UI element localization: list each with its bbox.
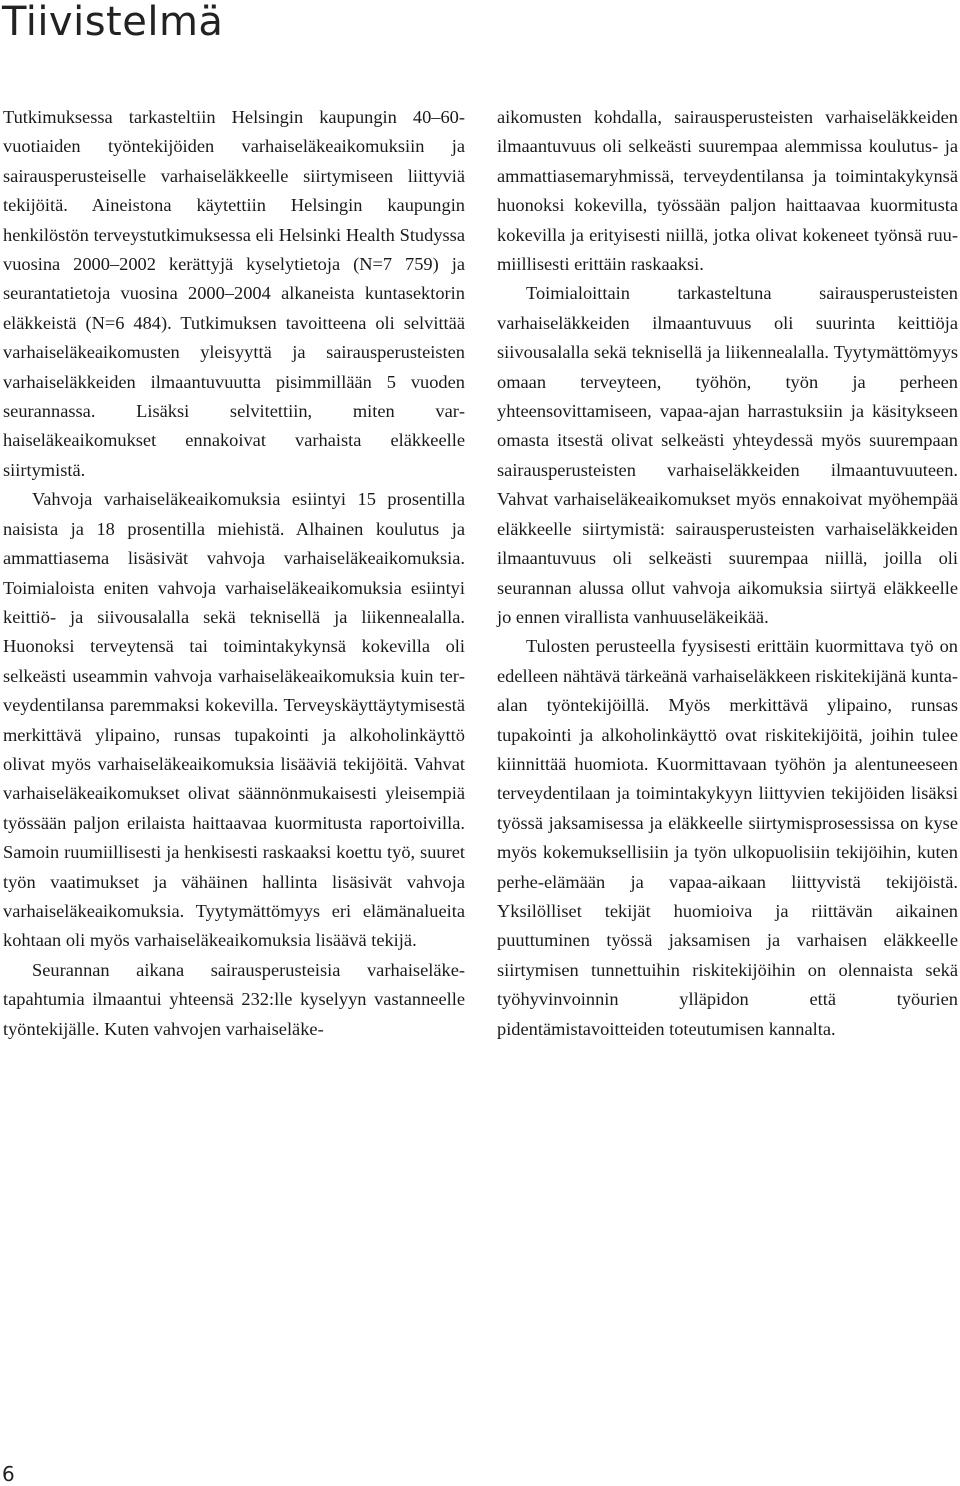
paragraph: Tutkimuksessa tarkasteltiin Helsingin kaupungin 40–60-vuotiaiden työntekijöiden varhaiseläkeaikomuksiin ja sairausperusteiselle varhaiseläkkeelle siirtymiseen liittyviä tekijöitä. Aineistona käytettiin Helsingin kaupungin henkilöstön terveystutkimuksessa eli Helsinki Health Studyssa vuosina 2000–2002 kerättyjä kyselytietoja (N=7 759) ja seurantatietoja vuosina 2000–2004 alkaneista kuntasektorin eläkkeistä (N=6 484). Tutkimuksen tavoitteena oli selvittää varhaiseläkeaikomusten yleisyyttä ja sairausperusteisten varhaiseläkkeiden ilmaantuvuutta pisimmillään 5 vuoden seurannassa. Lisäksi selvitettiin, miten varhaiseläkeaikomukset ennakoivat varhaista eläkkeelle siirtymistä. [3,107,465,480]
right-column [497,103,958,1044]
page-number: 6 [2,1462,15,1486]
left-column [3,103,465,1044]
page-title: Tiivistelmä [2,0,224,45]
paragraph: Vahvoja varhaiseläkeaikomuksia esiintyi 15 prosentilla naisista ja 18 prosentilla miehistä. Alhainen koulutus ja ammattiasema lisäsivät vahvoja varhaiseläkeaikomuksia. Toimialoista eniten vahvoja varhaiseläkeaikomuksia esiintyi keittiö- ja siivousalalla sekä teknisellä ja liikennealalla. Huonoksi terveytensä tai toimintakykynsä kokevilla oli selkeästi useammin vahvoja varhaiseläkeaikomuksia kuin terveydentilansa paremmaksi kokevilla. Terveyskäyttäytymisestä merkittävä ylipaino, runsas tupakointi ja alkoholinkäyttö olivat myös varhaiseläkeaikomuksia lisääviä tekijöitä. Vahvat varhaiseläkeaikomukset olivat säännönmukaisesti yleisempiä työssään paljon erilaista haittaavaa kuormitusta raportoivilla. Samoin ruumiillisesti ja henkisesti raskaaksi koettu työ, suuret työn vaatimukset ja vähäinen hallinta lisäsivät vahvoja varhaiseläkeaikomuksia. Tyytymättömyys eri elämänalueita kohtaan oli myös varhaiseläkeaikomuksia lisäävä tekijä. [3,489,465,951]
paragraph: Tulosten perusteella fyysisesti erittäin kuormittava työ on edelleen nähtävä tärkeänä varhaiseläkkeen riskitekijänä kunta-alan työntekijöillä. Myös merkittävä ylipaino, runsas tupakointi ja alkoholinkäyttö ovat riskitekijöitä, joihin tulee kiinnittää huomiota. Kuormittavaan työhön ja alentuneeseen terveydentilaan ja toimintakykyyn liittyvien tekijöiden lisäksi työssä jaksamisessa ja eläkkeelle siirtymisprosessissa on kyse myös kokemuksellisiin ja työn ulkopuolisiin tekijöihin, kuten perhe-elämään ja vapaa-aikaan liittyvistä tekijöistä. Yksilölliset tekijät huomioiva ja riittävän aikainen puuttuminen työssä jaksamisen ja varhaisen eläkkeelle siirtymisen tunnettuihin riskitekijöihin on olennaista sekä työhyvinvoinnin ylläpidon että työurien pidentämistavoitteiden toteutumisen kannalta. [497,636,958,1039]
paragraph: Toimialoittain tarkasteltuna sairausperusteisten varhaiseläkkeiden ilmaantuvuus oli suurinta keittiöja siivousalalla sekä teknisellä ja liikennealalla. Tyytymättömyys omaan terveyteen, työhön, työn ja perheen yhteensovittamiseen, vapaa-ajan harrastuksiin ja käsitykseen omasta itsestä olivat selkeästi yhteydessä myös suurempaan sairausperusteisten varhaiseläkkeiden ilmaantuvuuteen. Vahvat varhaiseläkeaikomukset myös ennakoivat myöhempää eläkkeelle siirtymistä: sairausperusteisten varhaiseläkkeiden ilmaantuvuus oli selkeästi suurempaa niillä, joilla oli seurannan alussa ollut vahvoja aikomuksia siirtyä eläkkeelle jo ennen virallista vanhuuseläkeikää. [497,283,958,627]
paragraph: Seurannan aikana sairausperusteisia varhaiseläketapahtumia ilmaantui yhteensä 232:lle kyselyyn vastanneelle työntekijälle. Kuten vahvojen varhaiseläke- [3,959,465,1039]
paragraph: aikomusten kohdalla, sairausperusteisten varhaiseläkkeiden ilmaantuvuus oli selkeästi suurempaa alemmissa koulutus- ja ammattiasemaryhmissä, terveydentilansa ja toimintakykynsä huonoksi kokevilla, työssään paljon haittaavaa kuormitusta kokevilla ja erityisesti niillä, jotka olivat kokeneet työnsä ruumiillisesti erittäin raskaaksi. [497,107,958,275]
